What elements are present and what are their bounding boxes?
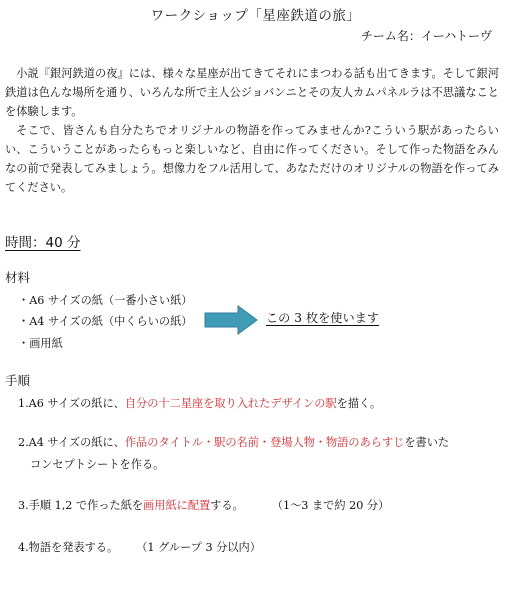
step-4-timing: （1 グループ 3 分以内） [136,541,261,554]
team-name: チーム名：イーハトーヴ [360,29,492,43]
procedure-step-2 [18,432,449,476]
step-1-text: 1.A6 サイズの紙に、 [18,397,125,410]
intro-text [5,64,499,197]
materials-heading: 材料 [5,270,31,285]
right-arrow-shape [205,306,257,334]
intro-paragraph-1: 小説『銀河鉄道の夜』には、様々な星座が出てきてそれにまつわる話も出てきます。そして銀河鉄道は色んな場所を通り、いろんな所で主人公ジョバンニとその友人カムパネルラは不思議なことを体験します。 [5,67,499,118]
step-2-continuation: コンセプトシートを作る。 [30,458,165,471]
step-3-highlight: 画用紙に配置 [143,499,211,512]
materials-note: この 3 枚を使います [266,311,380,325]
step-2-text: 2.A4 サイズの紙に、 [18,436,125,449]
material-item-a6: ・A6 サイズの紙（一番小さい紙） [18,294,193,307]
step-3-suffix: する。 [210,499,244,512]
intro-paragraph-2: そこで、皆さんも自分たちでオリジナルの物語を作ってみませんか?こういう駅があったらいい、こういうことがあったらもっと楽しいなど、自由に作ってください。そして作った物語をみんなの前で発表してみましょう。想像力をフル活用して、あなただけのオリジナルの物語を作ってみてください。 [5,124,499,194]
step-1-highlight: 自分の十二星座を取り入れたデザインの駅 [124,397,337,410]
material-item-drawing-paper: ・画用紙 [18,337,63,350]
procedure-step-1 [18,393,381,415]
right-arrow-icon [204,305,258,335]
page-title: ワークショップ「星座鉄道の旅」 [150,8,361,24]
time-heading: 時間：40 分 [5,235,81,251]
step-2-highlight: 作品のタイトル・駅の名前・登場人物・物語のあらすじ [124,436,405,449]
step-1-suffix: を描く。 [336,397,382,410]
procedure-heading: 手順 [5,373,31,388]
step-4-text: 4.物語を発表する。 [18,541,119,554]
procedure-step-3 [18,495,389,517]
procedure-step-4 [18,537,261,559]
step-2-suffix: を書いた [404,436,450,449]
step-3-text: 3.手順 1,2 で作った紙を [18,499,144,512]
material-item-a4: ・A4 サイズの紙（中くらいの紙） [18,315,193,328]
step-3-timing: （1〜3 まで約 20 分） [271,499,390,512]
